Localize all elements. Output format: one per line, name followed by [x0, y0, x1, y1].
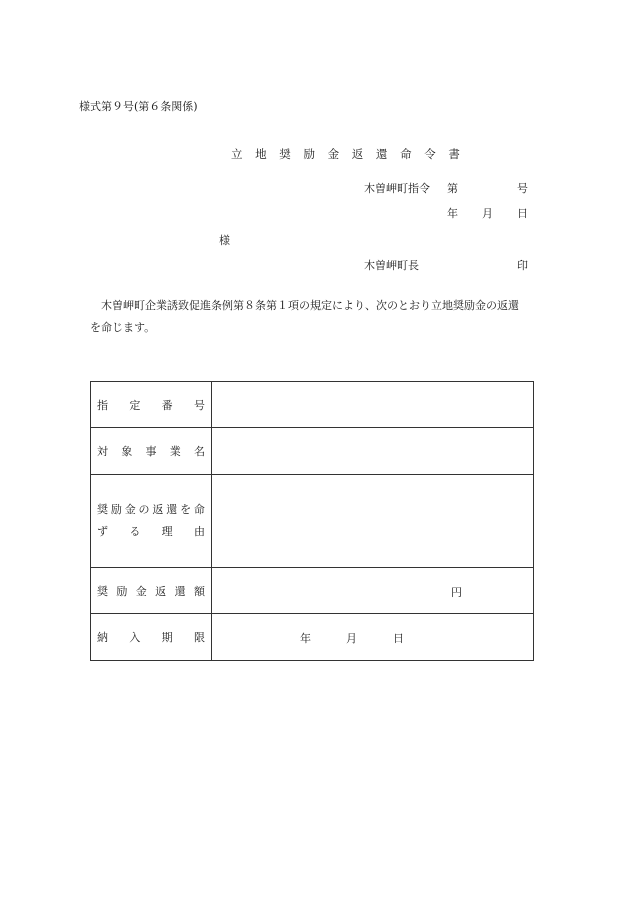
return-reason-label-line-1 — [97, 499, 205, 521]
label-char: 還 — [174, 584, 186, 598]
label-char: 由 — [193, 525, 205, 538]
payment-deadline-label — [91, 614, 212, 661]
date-month: 月 — [482, 207, 493, 220]
project-name-field[interactable] — [212, 428, 534, 475]
return-order-table — [90, 381, 534, 661]
label-char: 理 — [161, 525, 173, 538]
label-char: 奨 — [97, 503, 108, 516]
return-reason-label — [91, 475, 212, 568]
label-char: 名 — [194, 445, 205, 458]
return-reason-label-line-2 — [97, 521, 205, 543]
deadline-year: 年 — [300, 632, 311, 645]
label-char: 番 — [161, 398, 173, 412]
date-day: 日 — [517, 207, 528, 220]
label-char: 指 — [97, 398, 108, 412]
label-char: ず — [97, 525, 108, 538]
designation-number-label — [91, 382, 212, 428]
payment-deadline-field[interactable] — [212, 614, 534, 661]
table-row — [91, 614, 534, 661]
label-char: 還 — [166, 503, 178, 516]
label-char: 号 — [193, 398, 205, 412]
form-number: 様式第９号(第６条関係) — [79, 100, 198, 113]
designation-number-field[interactable] — [212, 382, 534, 428]
deadline-month: 月 — [346, 632, 357, 645]
label-char: の — [138, 503, 150, 516]
label-char: 対 — [97, 445, 108, 458]
label-char: を — [180, 503, 192, 516]
body-line-2: を命じます。 — [90, 321, 156, 334]
number-prefix: 第 — [447, 182, 458, 195]
label-char: 返 — [152, 503, 164, 516]
label-char: 命 — [193, 503, 205, 516]
body-line-1: 木曽岬町企業誘致促進条例第８条第１項の規定により、次のとおり立地奨励金の返還 — [101, 299, 519, 312]
project-name-label — [91, 428, 212, 475]
label-char: 業 — [169, 445, 181, 458]
label-char: る — [129, 525, 141, 538]
label-char: 納 — [97, 631, 108, 644]
issuer: 木曽岬町長 — [364, 259, 419, 272]
table-row — [91, 428, 534, 475]
seal-mark: 印 — [517, 259, 528, 272]
label-char: 定 — [129, 398, 141, 412]
label-char: 事 — [145, 445, 157, 458]
label-char: 金 — [135, 584, 147, 598]
number-suffix: 号 — [517, 182, 528, 195]
return-reason-field[interactable] — [212, 475, 534, 568]
label-char: 期 — [161, 631, 173, 644]
label-char: 象 — [121, 445, 133, 458]
yen-unit: 円 — [451, 585, 462, 599]
date-year: 年 — [447, 207, 458, 220]
document-title: 立 地 奨 励 金 返 還 命 令 書 — [231, 147, 465, 161]
label-char: 励 — [116, 584, 128, 598]
return-amount-field[interactable] — [212, 568, 534, 614]
label-char: 額 — [193, 584, 205, 598]
addressee-honorific: 様 — [219, 234, 230, 247]
payment-deadline-label-text — [97, 629, 205, 645]
label-char: 励 — [110, 503, 122, 516]
issuer-designation: 木曽岬町指令 — [364, 182, 430, 195]
return-amount-label — [91, 568, 212, 614]
deadline-day: 日 — [393, 632, 404, 645]
table-row — [91, 382, 534, 428]
project-name-label-text — [97, 443, 205, 459]
table-row — [91, 568, 534, 614]
return-amount-label-text — [97, 583, 205, 599]
designation-number-label-text — [97, 397, 205, 413]
label-char: 返 — [155, 584, 167, 598]
table-row — [91, 475, 534, 568]
label-char: 限 — [193, 631, 205, 644]
label-char: 金 — [124, 503, 136, 516]
label-char: 奨 — [97, 584, 108, 598]
label-char: 入 — [129, 631, 141, 644]
